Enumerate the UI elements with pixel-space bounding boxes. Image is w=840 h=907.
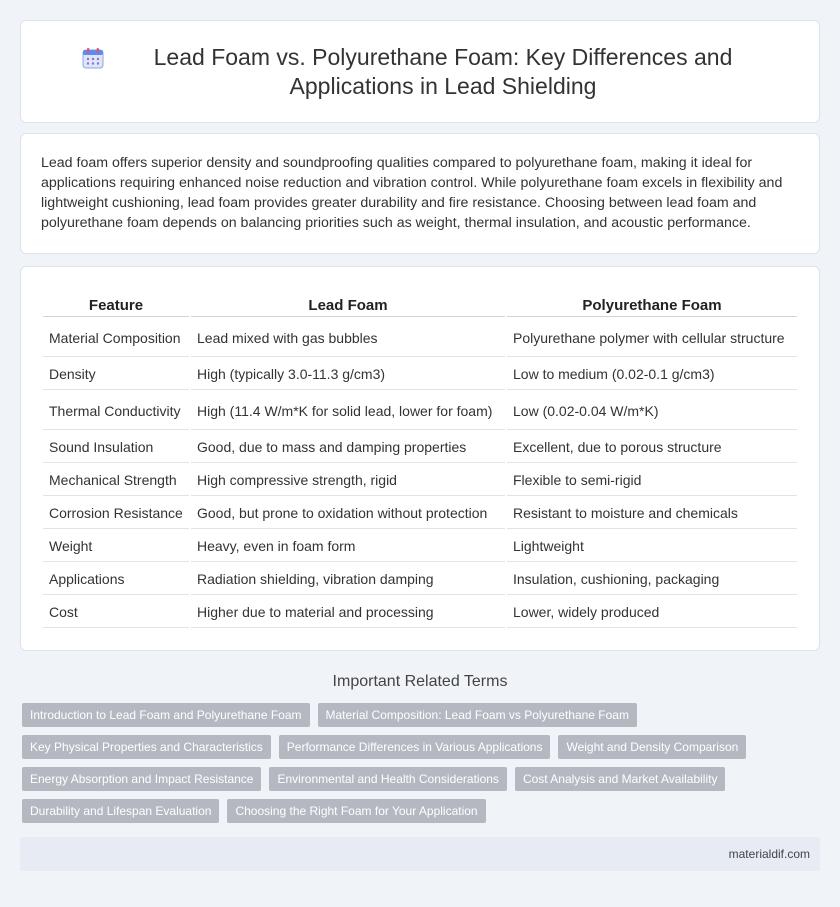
table-row	[43, 564, 797, 595]
lead-foam-cell: Good, but prone to oxidation without protection	[191, 498, 505, 529]
lead-foam-cell: High compressive strength, rigid	[191, 465, 505, 496]
related-term-tag[interactable]: Choosing the Right Foam for Your Application	[227, 799, 485, 823]
lead-foam-cell: Radiation shielding, vibration damping	[191, 564, 505, 595]
intro-text: Lead foam offers superior density and soundproofing qualities compared to polyurethane foam, making it ideal for applications requiring enhanced noise reduction and vibration control. While polyurethane foam excels in flexibility and lightweight cushioning, lead foam provides greater durability and fire resistance. Choosing between lead foam and polyurethane foam depends on balancing priorities such as weight, thermal insulation, and acoustic performance.	[41, 155, 783, 231]
related-term-tag[interactable]: Key Physical Properties and Characteristics	[22, 735, 271, 759]
comparison-card	[20, 266, 820, 651]
page-title: Lead Foam vs. Polyurethane Foam: Key Differences and Applications in Lead Shielding	[153, 43, 733, 99]
related-term-tag[interactable]: Performance Differences in Various Applications	[279, 735, 551, 759]
page-header	[20, 20, 820, 123]
polyurethane-cell: Insulation, cushioning, packaging	[507, 564, 797, 595]
polyurethane-cell: Resistant to moisture and chemicals	[507, 498, 797, 529]
feature-cell: Cost	[43, 597, 189, 628]
footer	[20, 837, 820, 871]
polyurethane-cell: Flexible to semi-rigid	[507, 465, 797, 496]
related-term-tag[interactable]: Energy Absorption and Impact Resistance	[22, 767, 261, 791]
table-row	[43, 465, 797, 496]
table-row	[43, 597, 797, 628]
polyurethane-cell: Lightweight	[507, 531, 797, 562]
lead-foam-cell: Good, due to mass and damping properties	[191, 432, 505, 463]
lead-foam-cell: Higher due to material and processing	[191, 597, 505, 628]
table-row	[43, 392, 797, 430]
related-terms-title: Important Related Terms	[332, 673, 508, 690]
lead-foam-cell: High (typically 3.0-11.3 g/cm3)	[191, 359, 505, 390]
feature-cell: Thermal Conductivity	[43, 392, 189, 430]
header-feature: Feature	[43, 293, 189, 317]
header-polyurethane-foam: Polyurethane Foam	[507, 293, 797, 317]
feature-cell: Weight	[43, 531, 189, 562]
feature-cell: Sound Insulation	[43, 432, 189, 463]
table-row	[43, 498, 797, 529]
table-header-row	[43, 293, 797, 317]
related-term-tag[interactable]: Material Composition: Lead Foam vs Polyurethane Foam	[318, 703, 637, 727]
lead-foam-cell: Lead mixed with gas bubbles	[191, 319, 505, 357]
polyurethane-cell: Excellent, due to porous structure	[507, 432, 797, 463]
feature-cell: Material Composition	[43, 319, 189, 357]
polyurethane-cell: Lower, widely produced	[507, 597, 797, 628]
footer-site-link[interactable]: materialdif.com	[728, 847, 810, 861]
related-terms-tags	[22, 703, 818, 823]
related-term-tag[interactable]: Cost Analysis and Market Availability	[515, 767, 726, 791]
feature-cell: Applications	[43, 564, 189, 595]
polyurethane-cell: Polyurethane polymer with cellular structure	[507, 319, 797, 357]
lead-foam-cell: High (11.4 W/m*K for solid lead, lower for foam)	[191, 392, 505, 430]
table-row	[43, 531, 797, 562]
table-row	[43, 359, 797, 390]
feature-cell: Mechanical Strength	[43, 465, 189, 496]
calendar-icon	[81, 46, 105, 70]
polyurethane-cell: Low (0.02-0.04 W/m*K)	[507, 392, 797, 430]
related-term-tag[interactable]: Introduction to Lead Foam and Polyurethane Foam	[22, 703, 310, 727]
table-row	[43, 319, 797, 357]
comparison-table	[41, 291, 799, 630]
header-lead-foam: Lead Foam	[191, 293, 505, 317]
related-terms-section	[0, 673, 840, 823]
related-term-tag[interactable]: Environmental and Health Considerations	[269, 767, 506, 791]
related-term-tag[interactable]: Weight and Density Comparison	[558, 735, 746, 759]
lead-foam-cell: Heavy, even in foam form	[191, 531, 505, 562]
feature-cell: Corrosion Resistance	[43, 498, 189, 529]
related-term-tag[interactable]: Durability and Lifespan Evaluation	[22, 799, 219, 823]
polyurethane-cell: Low to medium (0.02-0.1 g/cm3)	[507, 359, 797, 390]
feature-cell: Density	[43, 359, 189, 390]
table-row	[43, 432, 797, 463]
intro-card	[20, 133, 820, 254]
